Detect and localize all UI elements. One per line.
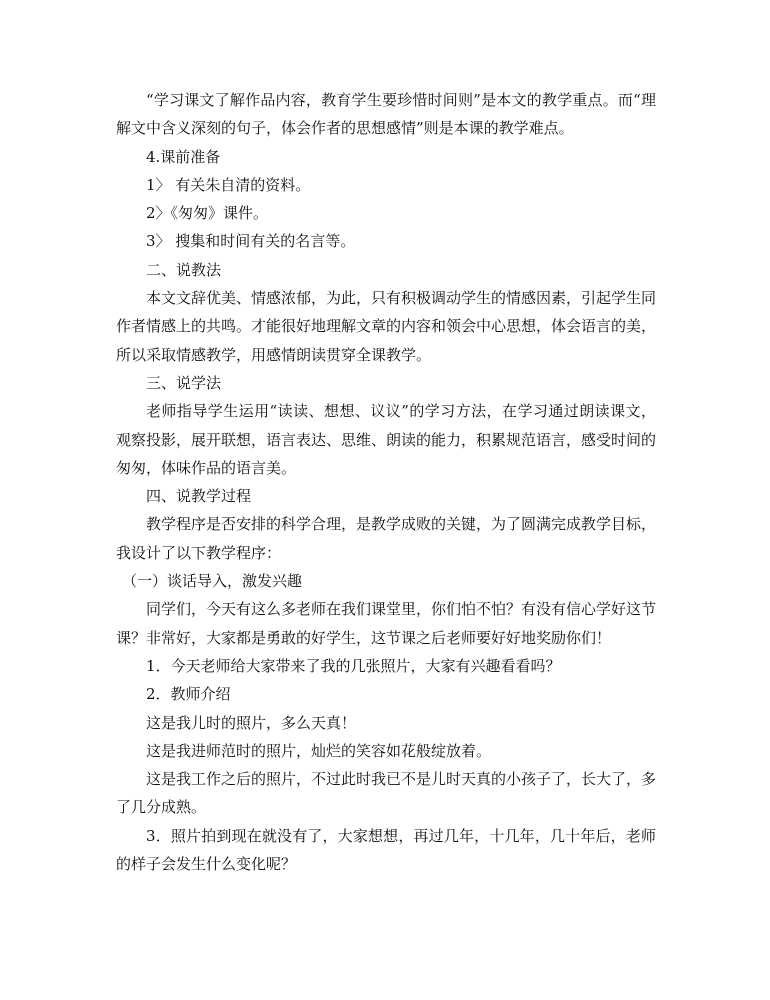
prep-item-2: 2〉《匆匆》课件。 (146, 204, 269, 223)
teaching-method-heading: 二、说教法 (146, 260, 222, 279)
section-4-heading: 4.课前准备 (146, 147, 221, 166)
learning-method-heading: 三、说学法 (146, 373, 222, 392)
teaching-method-paragraph: 本文文辞优美、情感浓郁，为此，只有积极调动学生的情感因素，引起学生同作者情感上的共鸣。才能很好地理解文章的内容和领会中心思想，体会语言的美，所以采取情感教学，用感情朗读贯穿全课教学。 (116, 289, 657, 364)
learning-method-paragraph: 老师指导学生运用“读读、想想、议议”的学习方法，在学习通过朗读课文，观察投影，展开联想，语言表达、思维、朗读的能力，积累规范语言，感受时间的匆匆，体味作品的语言美。 (116, 402, 657, 477)
process-paragraph: 教学程序是否安排的科学合理，是教学成败的关键，为了圆满完成教学目标，我设计了以下教学程序： (116, 515, 657, 562)
step-1-heading: （一）谈话导入，激发兴趣 (122, 572, 303, 591)
process-heading: 四、说教学过程 (146, 487, 252, 506)
photo-line-2: 这是我进师范时的照片，灿烂的笑容如花般绽放着。 (146, 741, 492, 760)
prep-item-3: 3〉 搜集和时间有关的名言等。 (146, 232, 356, 251)
document-page (116, 86, 656, 878)
photo-line-3: 这是我工作之后的照片，不过此时我已不是儿时天真的小孩子了，长大了，多了几分成熟。 (116, 770, 657, 817)
key-point-paragraph: “学习课文了解作品内容，教育学生要珍惜时间则”是本文的教学重点。而“理解文中含义深刻的句子，体会作者的思想感情”则是本课的教学难点。 (116, 91, 656, 138)
step-item-3: 3．照片拍到现在就没有了，大家想想，再过几年，十几年，几十年后，老师的样子会发生什么变化呢？ (116, 826, 656, 874)
photo-line-1: 这是我儿时的照片，多么天真！ (146, 713, 357, 732)
step-item-2: 2．教师介绍 (146, 685, 231, 704)
step-item-1: 1．今天老师给大家带来了我的几张照片，大家有兴趣看看吗？ (146, 656, 561, 675)
intro-talk-paragraph: 同学们，今天有这么多老师在我们课堂里，你们怕不怕？有没有信心学好这节课？非常好，大家都是勇敢的好学生，这节课之后老师要好好地奖励你们！ (116, 600, 657, 647)
prep-item-1: 1〉 有关朱自清的资料。 (146, 175, 311, 194)
